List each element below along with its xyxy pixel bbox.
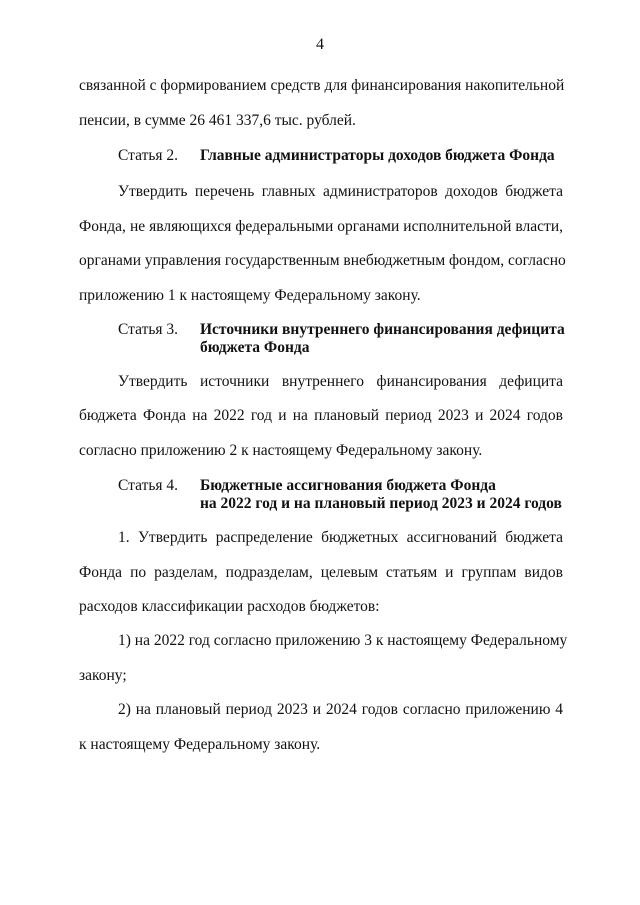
article-3-title-line-1: Источники внутреннего финансирования дефицита: [200, 321, 565, 338]
article-3-label: Статья 3.: [118, 321, 179, 338]
article-4-title-line-2: на 2022 год и на плановый период 2023 и 2024 годов: [200, 495, 562, 512]
paragraph-line: Фонда по разделам, подразделам, целевым статьям и группам видов: [79, 564, 563, 581]
paragraph-line: бюджета Фонда на 2022 год и на плановый период 2023 и 2024 годов: [79, 407, 563, 424]
paragraph-line: 1) на 2022 год согласно приложению 3 к настоящему Федеральному: [118, 632, 568, 649]
article-2-title: Главные администраторы доходов бюджета Фонда: [200, 147, 555, 164]
paragraph-line: приложению 1 к настоящему Федеральному закону.: [79, 287, 421, 304]
paragraph-line: 2) на плановый период 2023 и 2024 годов согласно приложению 4: [118, 701, 563, 718]
paragraph-line: согласно приложению 2 к настоящему Федеральному закону.: [79, 442, 483, 459]
paragraph-line: пенсии, в сумме 26 461 337,6 тыс. рублей.: [79, 112, 356, 129]
paragraph-line: 1. Утвердить распределение бюджетных ассигнований бюджета: [118, 529, 563, 546]
article-3-title-line-2: бюджета Фонда: [200, 339, 310, 356]
article-2-label: Статья 2.: [118, 147, 179, 164]
paragraph-line: Утвердить перечень главных администраторов доходов бюджета: [118, 183, 563, 200]
paragraph-line: к настоящему Федеральному закону.: [79, 736, 321, 753]
paragraph-line: расходов классификации расходов бюджетов:: [79, 598, 380, 615]
paragraph-line: Фонда, не являющихся федеральными органами исполнительной власти,: [79, 218, 563, 235]
paragraph-line: связанной с формированием средств для финансирования накопительной: [79, 77, 565, 94]
article-4-label: Статья 4.: [118, 477, 179, 494]
paragraph-line: органами управления государственным внебюджетным фондом, согласно: [79, 252, 566, 269]
article-4-title-line-1: Бюджетные ассигнования бюджета Фонда: [200, 477, 496, 494]
paragraph-line: закону;: [79, 667, 127, 684]
paragraph-line: Утвердить источники внутреннего финансирования дефицита: [118, 373, 563, 390]
page-number: 4: [316, 36, 324, 53]
